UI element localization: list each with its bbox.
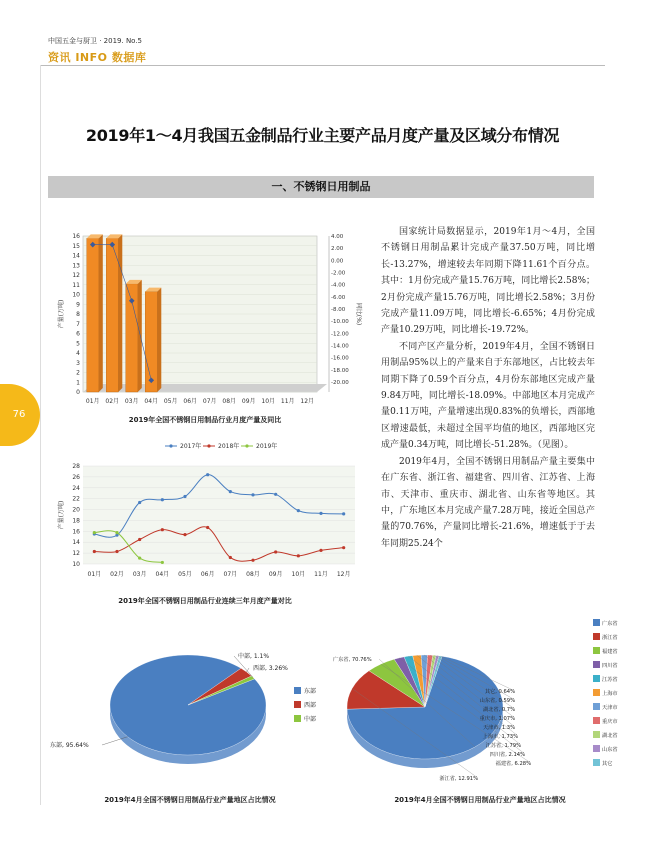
legend-label: 2018年 (218, 443, 240, 450)
data-point (274, 550, 277, 553)
data-point (342, 512, 345, 515)
y-tick-label: 5 (76, 340, 80, 348)
region-pie-chart (48, 635, 348, 785)
legend-marker (245, 444, 248, 447)
legend-label: 重庆市 (602, 719, 618, 725)
y-tick-label: 15 (72, 242, 80, 250)
y2-tick-label: -20.00 (331, 380, 349, 386)
data-point (93, 531, 96, 534)
paragraph-3: 2019年4月，全国不锈钢日用制品产量主要集中在广东省、浙江省、福建省、四川省、江苏省、上海市、天津市、重庆市、湖北省、山东省等地区。其中，广东地区本月完成产量7.28万吨，接近全国总产量的70.76%，产量同比增长-21.6%，增速低于于去年同期25.24个 (381, 456, 595, 549)
legend-swatch (593, 703, 600, 710)
y2-tick-label: -2.00 (331, 270, 346, 277)
line-chart-title: 2019年全国不锈钢日用制品行业连续三年月度产量对比 (118, 597, 292, 605)
x-tick-label: 11月 (314, 571, 328, 578)
y2-tick-label: -4.00 (331, 282, 346, 289)
slice-label: 上海市, 1.73% (482, 734, 518, 740)
x-tick-label: 10月 (261, 398, 276, 405)
legend-swatch (593, 745, 600, 752)
y-tick-label: 20 (72, 506, 80, 514)
bar (145, 292, 157, 392)
slice-label: 四川省, 2.14% (489, 752, 525, 758)
section-heading: 一、不锈钢日用制品 (48, 176, 594, 198)
slice-label: 天津市, 1.3% (482, 725, 515, 731)
data-point (93, 550, 96, 553)
margin-rule (40, 65, 41, 805)
y2-tick-label: -8.00 (331, 307, 346, 313)
y2-tick-label: -6.00 (331, 294, 346, 301)
bar (106, 238, 118, 392)
legend-label: 上海市 (602, 691, 618, 697)
bar-chart (55, 222, 365, 405)
y-tick-label: 16 (72, 233, 80, 240)
header-rule (40, 65, 605, 66)
y-tick-label: 2 (76, 369, 80, 377)
data-point (115, 550, 118, 553)
legend-swatch (593, 675, 600, 682)
y-tick-label: 22 (72, 495, 80, 503)
legend-label: 广东省 (602, 621, 618, 627)
y-tick-label: 0 (76, 389, 80, 396)
data-point (138, 556, 141, 559)
legend-label: 江苏省 (602, 677, 618, 683)
x-tick-label: 04月 (144, 398, 159, 405)
x-tick-label: 02月 (105, 398, 120, 405)
y-tick-label: 12 (72, 550, 80, 558)
province-pie-chart (333, 615, 618, 790)
legend-label: 四川省 (602, 663, 618, 669)
legend-swatch (593, 647, 600, 654)
legend-swatch (294, 687, 301, 694)
legend-label: 2019年 (256, 443, 278, 450)
legend-swatch (593, 689, 600, 696)
article-title: 2019年1～4月我国五金制品行业主要产品月度产量及区域分布情况 (85, 126, 560, 145)
legend-swatch (593, 731, 600, 738)
legend-swatch (593, 717, 600, 724)
plot-area (83, 466, 355, 564)
legend-swatch (593, 759, 600, 766)
y-tick-label: 12 (72, 272, 80, 279)
x-tick-label: 02月 (110, 571, 124, 578)
article-body (381, 224, 595, 552)
y2-tick-label: -12.00 (331, 331, 349, 338)
journal-header: 中国五金与厨卫 · 2019. No.5 (48, 37, 143, 45)
legend-swatch (593, 619, 600, 626)
data-point (251, 493, 254, 496)
legend-swatch (294, 701, 301, 708)
x-tick-label: 05月 (163, 398, 178, 405)
y-axis-label: 产量(万吨) (58, 500, 65, 530)
y2-tick-label: -14.00 (331, 343, 349, 350)
data-point (297, 509, 300, 512)
legend-swatch (593, 661, 600, 668)
y-axis-label: 产量(万吨) (58, 299, 65, 329)
y2-axis-label: 同比(%) (355, 302, 362, 326)
legend-swatch (593, 633, 600, 640)
legend-marker (169, 444, 172, 447)
y-tick-label: 8 (76, 311, 80, 318)
slice-label: 广东省, 70.76% (333, 657, 372, 663)
data-point (161, 528, 164, 531)
x-tick-label: 03月 (124, 398, 139, 405)
bar-side (157, 288, 161, 392)
x-tick-label: 07月 (202, 398, 217, 405)
y-tick-label: 9 (76, 301, 80, 309)
data-point (115, 531, 118, 534)
y2-tick-label: -10.00 (331, 319, 349, 326)
legend-label: 西部 (304, 702, 317, 709)
slice-label: 西部, 3.26% (253, 665, 288, 672)
slice-label: 福建省, 6.28% (495, 761, 531, 767)
x-tick-label: 06月 (200, 571, 215, 578)
legend-label: 福建省 (602, 649, 618, 655)
x-tick-label: 05月 (178, 571, 192, 578)
y-tick-label: 4 (76, 350, 80, 357)
legend-label: 其它 (602, 761, 613, 767)
y-tick-label: 16 (72, 528, 80, 536)
data-point (229, 490, 232, 493)
y-tick-label: 13 (72, 262, 80, 270)
legend-label: 2017年 (180, 443, 202, 450)
bar (87, 238, 99, 392)
paragraph-1: 国家统计局数据显示，2019年1月～4月，全国不锈钢日用制品累计完成产量37.50万吨，同比增长-13.27%，增速较去年同期下降11.61个百分点。其中：1月份完成产量15.76万吨，同比增长2.58%；2月份完成产量15.76万吨，同比增长2.58%；3月份完成产量11.09万吨，同比增长-6.65%；4月份完成产量10.29万吨，同比增长-19.72%。 (381, 227, 595, 336)
legend-swatch (294, 715, 301, 722)
slice-label: 东部, 95.64% (50, 742, 89, 749)
bar-side (138, 280, 142, 392)
data-point (161, 498, 164, 501)
y-tick-label: 1 (76, 379, 80, 387)
y-tick-label: 14 (72, 252, 80, 260)
slice-label: 江苏省, 1.79% (485, 743, 521, 749)
x-tick-label: 10月 (291, 571, 306, 578)
slice-label: 湖北省, 0.7% (482, 707, 515, 713)
data-point (319, 549, 322, 552)
legend-label: 浙江省 (602, 635, 618, 641)
y-tick-label: 10 (72, 561, 80, 568)
y2-tick-label: 4.00 (331, 234, 344, 240)
x-tick-label: 01月 (87, 571, 102, 578)
x-tick-label: 07月 (223, 571, 238, 578)
bar-side (99, 234, 103, 392)
slice-label: 其它, 0.64% (484, 689, 515, 695)
legend-label: 山东省 (602, 747, 618, 753)
legend-label: 天津市 (602, 705, 618, 711)
y2-tick-label: 0.00 (331, 258, 344, 265)
y-tick-label: 3 (76, 359, 80, 367)
legend-label: 湖北省 (602, 733, 618, 739)
y-tick-label: 14 (72, 539, 80, 547)
y-tick-label: 18 (72, 517, 80, 525)
data-point (342, 546, 345, 549)
y-tick-label: 7 (76, 320, 80, 328)
y-tick-label: 11 (72, 281, 80, 289)
data-point (138, 501, 141, 504)
x-tick-label: 08月 (246, 571, 260, 578)
data-point (229, 556, 232, 559)
data-point (251, 559, 254, 562)
line-chart (55, 436, 365, 586)
slice-label: 山东省, 0.59% (479, 698, 515, 704)
y-tick-label: 26 (72, 473, 80, 481)
data-point (138, 538, 141, 541)
y2-tick-label: 2.00 (331, 246, 344, 253)
y2-tick-label: -16.00 (331, 355, 349, 362)
x-tick-label: 06月 (183, 398, 198, 405)
data-point (274, 493, 277, 496)
data-point (161, 561, 164, 564)
y-tick-label: 28 (72, 463, 80, 470)
y-tick-label: 10 (72, 291, 80, 299)
data-point (206, 526, 209, 529)
x-tick-label: 01月 (85, 398, 100, 405)
x-tick-label: 09月 (241, 398, 256, 405)
province-pie-title: 2019年4月全国不锈钢日用制品行业产量地区占比情况 (394, 796, 566, 804)
y2-tick-label: -18.00 (331, 367, 349, 374)
region-pie-title: 2019年4月全国不锈钢日用制品行业产量地区占比情况 (104, 796, 276, 804)
slice-label: 浙江省, 12.91% (439, 776, 478, 782)
x-tick-label: 11月 (280, 398, 295, 405)
legend-label: 中部 (304, 716, 317, 723)
y-tick-label: 6 (76, 330, 80, 338)
x-tick-label: 12月 (300, 398, 315, 405)
bar-side (118, 234, 122, 392)
paragraph-2: 不同产区产量分析，2019年4月，全国不锈钢日用制品95%以上的产量来自于东部地区，占比较去年同期下降了0.59个百分点，4月份东部地区完成产量9.84万吨，同比增长-18.09%。中部地区本月完成产量0.11万吨，产量增速出现0.83%的负增长，西部地区增速最低，未超过全国平均值的地区，西部地区完成产量0.34万吨，同比增长-51.28%。（见图）。 (381, 341, 595, 451)
x-tick-label: 12月 (336, 571, 351, 578)
data-point (183, 533, 186, 536)
data-point (297, 554, 300, 557)
x-tick-label: 09月 (268, 571, 283, 578)
data-point (319, 512, 322, 515)
x-tick-label: 04月 (155, 571, 170, 578)
section-tag: 资讯 INFO 数据库 (48, 51, 147, 64)
data-point (183, 495, 186, 498)
slice-label: 重庆市, 1.07% (479, 716, 515, 722)
x-tick-label: 08月 (222, 398, 237, 405)
bar-chart-title: 2019年全国不锈钢日用制品行业月度产量及同比 (128, 416, 282, 424)
x-tick-label: 03月 (132, 571, 147, 578)
y-tick-label: 24 (72, 484, 80, 492)
slice-label: 中部, 1.1% (238, 653, 270, 660)
data-point (206, 473, 209, 476)
page-number: 76 (12, 409, 26, 420)
legend-marker (207, 444, 210, 447)
legend-label: 东部 (304, 688, 317, 695)
